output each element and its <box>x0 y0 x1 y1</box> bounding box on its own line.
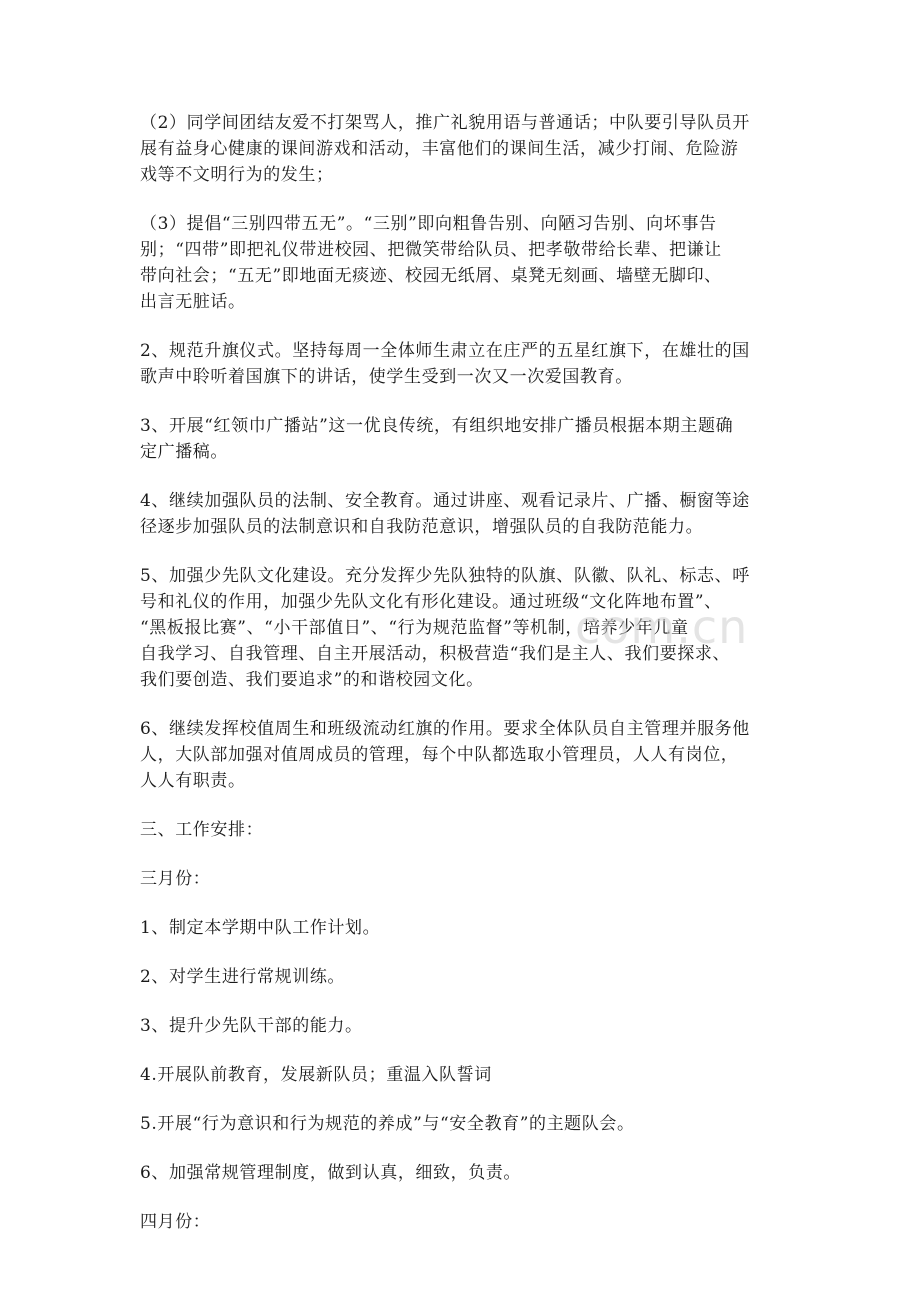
paragraph <box>140 211 790 315</box>
paragraph <box>140 1062 790 1088</box>
text-line: 别；“四带”即把礼仪带进校园、把微笑带给队员、把孝敬带给长辈、把谦让 <box>140 240 722 260</box>
paragraph <box>140 413 790 465</box>
text-line: 5.开展“行为意识和行为规范的养成”与“安全教育”的主题队会。 <box>140 1114 635 1134</box>
text-line: 3、提升少先队干部的能力。 <box>140 1016 363 1036</box>
paragraph <box>140 866 790 892</box>
text-line: 径逐步加强队员的法制意识和自我防范意识，增强队员的自我防范能力。 <box>140 517 704 537</box>
text-line: 三、工作安排： <box>140 820 264 840</box>
paragraph <box>140 488 790 540</box>
text-line: 歌声中聆听着国旗下的讲话，使学生受到一次又一次爱国教育。 <box>140 367 633 387</box>
text-line: 带向社会；“五无”即地面无痰迹、校园无纸屑、桌凳无刻画、墙壁无脚印、 <box>140 266 722 286</box>
text-line: 2、规范升旗仪式。坚持每周一全体师生肃立在庄严的五星红旗下，在雄壮的国 <box>140 341 750 361</box>
paragraph <box>140 338 790 390</box>
text-line: （2）同学间团结友爱不打架骂人，推广礼貌用语与普通话；中队要引导队员开 <box>140 113 750 133</box>
text-line: 人人有职责。 <box>140 771 246 791</box>
paragraph <box>140 716 790 794</box>
text-line: “黑板报比赛”、“小干部值日”、“行为规范监督”等机制，培养少年儿童 <box>140 618 689 638</box>
text-line: 自我学习、自我管理、自主开展活动，积极营造“我们是主人、我们要探求、 <box>140 644 731 664</box>
text-line: 人，大队部加强对值周成员的管理，每个中队都选取小管理员，人人有岗位， <box>140 745 739 765</box>
text-line: 1、制定本学期中队工作计划。 <box>140 918 381 938</box>
text-line: 三月份： <box>140 869 211 889</box>
text-line: 4.开展队前教育，发展新队员；重温入队誓词 <box>140 1065 492 1085</box>
text-line: 5、加强少先队文化建设。充分发挥少先队独特的队旗、队徽、队礼、标志、呼 <box>140 566 750 586</box>
text-line: 出言无脏话。 <box>140 292 246 312</box>
text-line: 我们要创造、我们要追求”的和谐校园文化。 <box>140 670 484 690</box>
text-line: 4、继续加强队员的法制、安全教育。通过讲座、观看记录片、广播、橱窗等途 <box>140 491 750 511</box>
text-line: 6、加强常规管理制度，做到认真，细致，负责。 <box>140 1163 522 1183</box>
paragraph <box>140 1160 790 1186</box>
text-line: 3、开展“红领巾广播站”这一优良传统，有组织地安排广播员根据本期主题确 <box>140 416 734 436</box>
paragraph <box>140 817 790 843</box>
paragraph <box>140 1209 790 1235</box>
text-line: 四月份： <box>140 1212 211 1232</box>
document-body <box>140 110 790 1258</box>
text-line: 戏等不文明行为的发生； <box>140 165 334 185</box>
text-line: 6、继续发挥校值周生和班级流动红旗的作用。要求全体队员自主管理并服务他 <box>140 719 750 739</box>
text-line: 展有益身心健康的课间游戏和活动，丰富他们的课间生活，减少打闹、危险游 <box>140 139 739 159</box>
text-line: 定广播稿。 <box>140 442 228 462</box>
paragraph <box>140 1111 790 1137</box>
paragraph <box>140 110 790 188</box>
paragraph <box>140 1013 790 1039</box>
text-line: （3）提倡“三别四带五无”。“三别”即向粗鲁告别、向陋习告别、向坏事告 <box>140 214 717 234</box>
paragraph <box>140 964 790 990</box>
paragraph <box>140 915 790 941</box>
watermark: com.cn <box>575 600 749 654</box>
text-line: 2、对学生进行常规训练。 <box>140 967 346 987</box>
text-line: 号和礼仪的作用，加强少先队文化有形化建设。通过班级“文化阵地布置”、 <box>140 592 722 612</box>
paragraph-container <box>140 110 790 1235</box>
